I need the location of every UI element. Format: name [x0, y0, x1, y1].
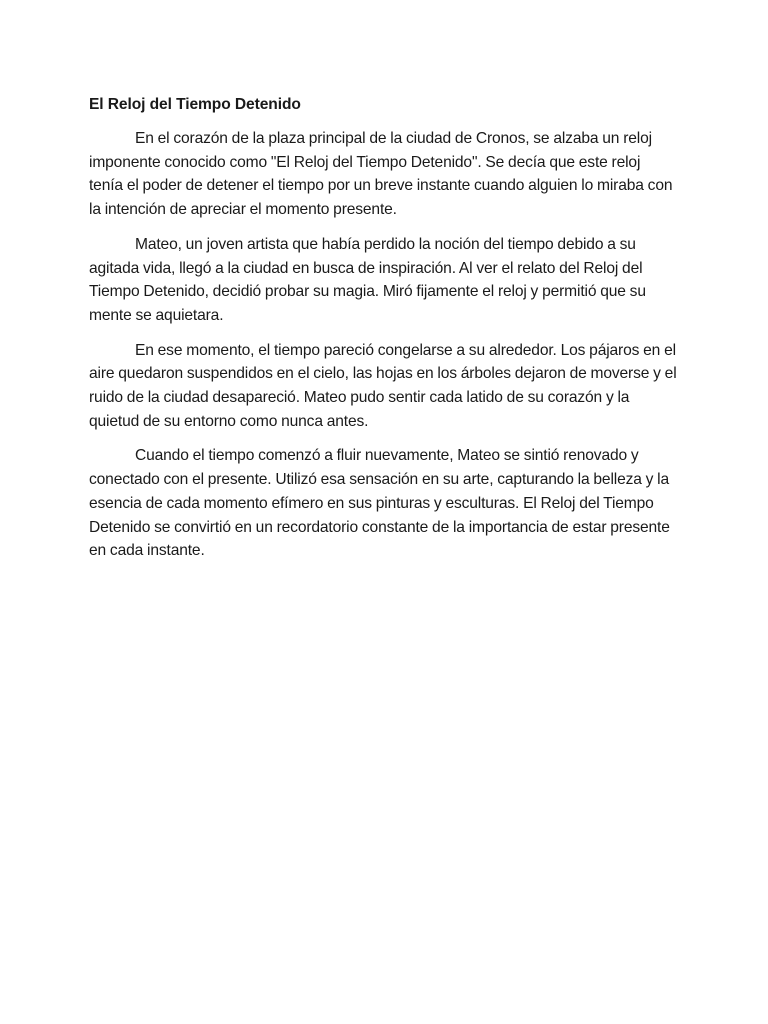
paragraph-1: En el corazón de la plaza principal de la ciudad de Cronos, se alzaba un reloj imponente conocido como "El Reloj del Tiempo Detenido". Se decía que este reloj tenía el poder de detener el tiempo por un breve instante cuando alguien lo miraba con la intención de apreciar el momento presente. [89, 130, 673, 219]
paragraph-4: Cuando el tiempo comenzó a fluir nuevamente, Mateo se sintió renovado y conectado con el presente. Utilizó esa sensación en su arte, capturando la belleza y la esencia de cada momento efímero en sus pinturas y esculturas. El Reloj del Tiempo Detenido se convirtió en un recordatorio constante de la importancia de estar presente en cada instante. [89, 447, 670, 560]
paragraph-2: Mateo, un joven artista que había perdido la noción del tiempo debido a su agitada vida, llegó a la ciudad en busca de inspiración. Al ver el relato del Reloj del Tiempo Detenido, decidió probar su magia. Miró fijamente el reloj y permitió que su mente se aquietara. [89, 235, 646, 324]
paragraph-3: En ese momento, el tiempo pareció congelarse a su alrededor. Los pájaros en el aire quedaron suspendidos en el cielo, las hojas en los árboles dejaron de moverse y el ruido de la ciudad desapareció. Mateo pudo sentir cada latido de su corazón y la quietud de su entorno como nunca antes. [89, 341, 677, 430]
document-title: El Reloj del Tiempo Detenido [89, 96, 301, 113]
